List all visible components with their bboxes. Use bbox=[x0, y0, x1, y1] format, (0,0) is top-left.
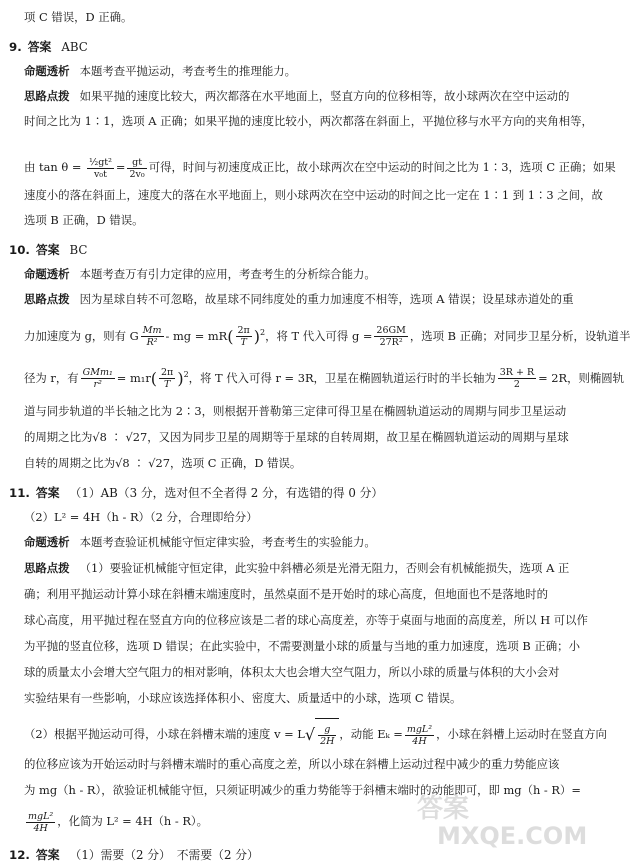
text: 的周期之比为√8 ∶ √27，又因为同步卫星的周期等于星球的自转周期，故卫星在椭圆轨道运动的周期与星球 bbox=[24, 430, 569, 444]
text-line bbox=[24, 430, 583, 444]
section-tag: 思路点拨 bbox=[24, 89, 70, 103]
numerator: 3R + R bbox=[499, 367, 535, 379]
section-tag: 命题透析 bbox=[24, 535, 70, 549]
text-line bbox=[24, 213, 583, 227]
fraction bbox=[26, 811, 55, 834]
numerator: gt bbox=[127, 157, 146, 169]
text: （2）根据平抛运动可得，小球在斜槽末端的速度 v = L bbox=[24, 727, 305, 741]
text-line bbox=[24, 188, 603, 202]
fraction bbox=[374, 325, 407, 348]
text: 自转的周期之比为√8 ∶ √27，选项 C 正确，D 错误。 bbox=[24, 456, 302, 470]
answer-value: （1）AB（3 分，选对但不全者得 2 分，有选错的得 0 分） bbox=[69, 486, 384, 500]
section-tag: 命题透析 bbox=[24, 64, 70, 78]
text: 球的质量太小会增大空气阻力的相对影响，体积太大也会增大空气阻力，所以小球的质量与体积的大小会对 bbox=[24, 665, 560, 679]
text-line bbox=[24, 404, 583, 418]
section-tag: 思路点拨 bbox=[24, 292, 70, 306]
answer-label: 答案 bbox=[35, 243, 60, 257]
text: 可得，时间与初速度成正比，故小球两次在空中运动的时间之比为 1∶3，选项 C 正确；如果 bbox=[148, 160, 616, 174]
text: 速度小的落在斜面上，速度大的落在水平地面上，则小球两次在空中运动的时间之比一定在 1∶1 到 1∶3 之间，故 bbox=[24, 188, 603, 202]
text: （2）L² = 4H（h - R）（2 分，合理即给分） bbox=[24, 510, 258, 524]
formula-line: 径为 r，有 $\frac{\text{GMm₁}}{\text{r²}}$ = m₁r( $\frac{2\pi}{T}$ )$^2$，将 T 代入可得 r = 3R，卫星在椭圆轨道运行时的半长轴为 $\frac{3R + R}{2}$ = 2R，则椭圆轨 bbox=[24, 367, 625, 391]
question-11-header bbox=[9, 484, 383, 501]
question-number: 9. bbox=[9, 40, 22, 54]
answer-label: 答案 bbox=[27, 40, 52, 54]
text-line bbox=[24, 691, 583, 705]
text-line bbox=[24, 639, 583, 653]
fraction bbox=[87, 157, 114, 180]
section-tag: 命题透析 bbox=[24, 267, 70, 281]
text: 径为 r，有 bbox=[24, 370, 79, 385]
text-line bbox=[24, 89, 583, 103]
text-line bbox=[24, 587, 583, 601]
text-line bbox=[24, 783, 583, 797]
answer-value: ABC bbox=[61, 40, 88, 54]
fraction bbox=[127, 157, 146, 180]
text-line bbox=[24, 665, 583, 679]
text-line bbox=[24, 292, 583, 306]
text-line bbox=[24, 613, 588, 627]
text: 确；利用平抛运动计算小球在斜槽末端速度时，虽然桌面不是开始时的球心高度，但地面也不是落地时的 bbox=[24, 587, 548, 601]
numerator: Mm bbox=[142, 325, 162, 337]
section-tag: 思路点拨 bbox=[24, 561, 70, 575]
text-line bbox=[24, 10, 583, 24]
fraction bbox=[141, 325, 164, 348]
numerator: GMm₁ bbox=[82, 367, 113, 379]
text: 项 C 错误，D 正确。 bbox=[24, 10, 133, 24]
text: 时间之比为 1∶1，选项 A 正确；如果平抛的速度比较小，两次都落在斜面上，平抛位移与水平方向的夹角相等， bbox=[24, 114, 593, 128]
text: 选项 B 正确，D 错误。 bbox=[24, 213, 144, 227]
denominator: r² bbox=[93, 379, 102, 391]
text: 如果平抛的速度比较大，两次都落在水平地面上，竖直方向的位移相等，故小球两次在空中运动的 bbox=[79, 89, 570, 103]
text: 本题考查万有引力定律的应用，考查考生的分析综合能力。 bbox=[79, 267, 376, 281]
text: 本题考查平抛运动，考查考生的推理能力。 bbox=[79, 64, 297, 78]
text-line bbox=[24, 267, 583, 281]
text: ，动能 Eₖ = bbox=[339, 727, 403, 741]
numerator: 2π bbox=[161, 367, 174, 379]
formula-line: 由 tan θ = $\frac{\text{½gt²}}{\text{v₀t}}$ = $\frac{gt}{\text{2v₀}}$ 可得，时间与初速度成正比，故小球两次在空中运动的时间之比为 1∶3，选项 C 正确；如果 bbox=[24, 156, 616, 180]
text: ，将 T 代入可得 g = bbox=[265, 328, 373, 343]
text-line bbox=[24, 456, 583, 470]
question-9-header bbox=[9, 38, 88, 55]
text-line bbox=[24, 510, 583, 524]
answer-value: （1）需要（2 分） 不需要（2 分） bbox=[69, 848, 259, 862]
text: （1）要验证机械能守恒定律，此实验中斜槽必须是光滑无阻力，否则会有机械能损失，选项 A 正 bbox=[79, 561, 570, 575]
fraction bbox=[159, 367, 175, 390]
question-10-header bbox=[9, 241, 87, 258]
text-line bbox=[24, 561, 583, 575]
text: 本题考查验证机械能守恒定律实验，考查考生的实验能力。 bbox=[79, 535, 376, 549]
watermark-text: MXQE.COM bbox=[437, 822, 588, 850]
question-number: 12. bbox=[9, 848, 30, 862]
text: 由 tan θ = bbox=[24, 160, 82, 174]
text: = m₁r bbox=[116, 370, 151, 385]
formula-line: 力加速度为 g，则有 G $\frac{Mm}{\text{R²}}$ - mg = mR( $\frac{2\pi}{T}$ )$^2$，将 T 代入可得 g = $\frac{26GM}{\text{27R²}}$ ，选项 B 正确；对同步卫星分析，设轨道半 bbox=[24, 325, 630, 349]
numerator: ½gt² bbox=[88, 156, 112, 168]
formula-line: （2）根据平抛运动可得，小球在斜槽末端的速度 v = L√ $\frac{g}{2H}$ ，动能 Eₖ = $\frac{\text{mgL²}}{4H}$ ，小球在斜槽上运动时在竖直方向 bbox=[24, 718, 583, 750]
fraction bbox=[405, 724, 434, 747]
answer-value: BC bbox=[69, 243, 88, 257]
text: ，化简为 L² = 4H（h - R）。 bbox=[57, 814, 208, 828]
numerator: mgL² bbox=[28, 810, 54, 822]
denominator: 27R² bbox=[379, 337, 403, 349]
text: 力加速度为 g，则有 G bbox=[24, 328, 139, 343]
fraction bbox=[81, 367, 115, 390]
denominator: 2H bbox=[320, 735, 335, 747]
denominator: 2 bbox=[513, 379, 520, 391]
numerator: 2π bbox=[237, 325, 250, 337]
denominator: T bbox=[240, 337, 247, 349]
text: ，选项 B 正确；对同步卫星分析，设轨道半 bbox=[409, 328, 630, 343]
text: = 2R，则椭圆轨 bbox=[538, 370, 625, 385]
denominator: v₀t bbox=[93, 168, 107, 180]
text-line bbox=[24, 114, 593, 128]
text: ，将 T 代入可得 r = 3R，卫星在椭圆轨道运行时的半长轴为 bbox=[188, 370, 496, 385]
answer-label: 答案 bbox=[35, 848, 60, 862]
question-12-header bbox=[9, 846, 259, 863]
denominator: 4H bbox=[33, 822, 48, 834]
watermark-text: 答案 bbox=[417, 794, 470, 824]
denominator: 4H bbox=[412, 735, 427, 747]
text: ，小球在斜槽上运动时在竖直方向 bbox=[436, 727, 607, 741]
formula-line bbox=[24, 806, 583, 836]
text: 实验结果有一些影响，小球应该选择体积小、密度大、质量适中的小球，选项 C 错误。 bbox=[24, 691, 462, 705]
text-line bbox=[24, 757, 583, 771]
text: 为平抛的竖直位移，选项 D 错误；在此实验中，不需要测量小球的质量与当地的重力加速度，选项 B 正确；小 bbox=[24, 639, 580, 653]
text: 道与同步轨道的半长轴之比为 2∶3，则根据开普勒第三定律可得卫星在椭圆轨道运动的周期与同步卫星运动 bbox=[24, 404, 567, 418]
text-line bbox=[24, 64, 583, 78]
answer-label: 答案 bbox=[35, 486, 60, 500]
text: 因为星球自转不可忽略，故星球不同纬度处的重力加速度不相等，选项 A 错误；设星球赤道处的重 bbox=[79, 292, 574, 306]
denominator: R² bbox=[146, 337, 158, 349]
fraction bbox=[318, 724, 336, 747]
fraction bbox=[236, 325, 252, 348]
denominator: T bbox=[163, 379, 171, 391]
text-line bbox=[24, 535, 583, 549]
text: 球心高度，用平抛过程在竖直方向的位移应该是二者的球心高度差，亦等于桌面与地面的高度差，所以 H 可以作 bbox=[24, 613, 588, 627]
numerator: mgL² bbox=[406, 723, 433, 735]
question-number: 10. bbox=[9, 243, 30, 257]
question-number: 11. bbox=[9, 486, 30, 500]
text: 的位移应该为开始运动时与斜槽末端时的重心高度之差，所以小球在斜槽上运动过程中减少的重力势能应该 bbox=[24, 757, 560, 771]
fraction bbox=[498, 367, 536, 390]
numerator: g bbox=[318, 724, 336, 736]
numerator: 26GM bbox=[376, 325, 406, 337]
text: 为 mg（h - R），欲验证机械能守恒，只须证明减少的重力势能等于斜槽末端时的动能即可，即 mg（h - R）= bbox=[24, 783, 581, 797]
text: - mg = mR bbox=[165, 328, 228, 343]
denominator: 2v₀ bbox=[129, 168, 145, 180]
